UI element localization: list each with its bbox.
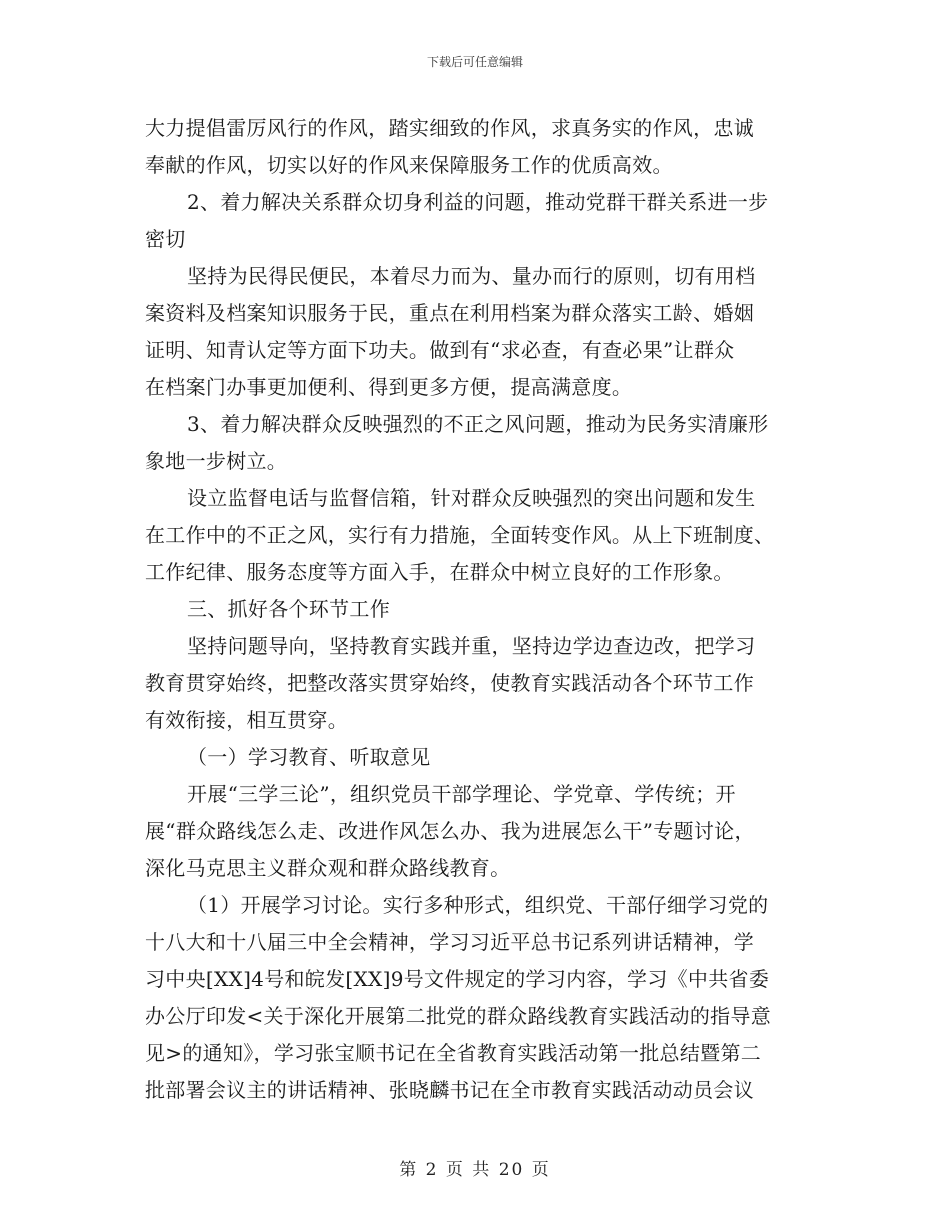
page-footer: 第 2 页 共 20 页 <box>399 1160 551 1180</box>
text-line: 在档案门办事更加便利、得到更多方便，提高满意度。 <box>145 375 633 399</box>
text-line: 批部署会议主的讲话精神、张晓麟书记在全市教育实践活动动员会议 <box>145 1078 754 1102</box>
page-header: 下载后可任意编辑 <box>426 55 523 69</box>
text-line: 办公厅印发<关于深化开展第二批党的群众路线教育实践活动的指导意 <box>145 1004 772 1028</box>
text-line: 象地一步树立。 <box>145 449 288 473</box>
text-line: 展“群众路线怎么走、改进作风怎么办、我为进展怎么干”专题讨论， <box>145 819 755 843</box>
text-line: 习中央[XX]4号和皖发[XX]9号文件规定的学习内容，学习《中共省委 <box>145 967 770 991</box>
text-line: 奉献的作风，切实以好的作风来保障服务工作的优质高效。 <box>145 153 673 177</box>
document-body <box>145 110 815 1109</box>
text-line: 坚持问题导向，坚持教育实践并重，坚持边学边查边改，把学习 <box>187 634 756 658</box>
text-line: 见>的通知》，学习张宝顺书记在全省教育实践活动第一批总结暨第二 <box>145 1041 762 1065</box>
text-line: 教育贯穿始终，把整改落实贯穿始终，使教育实践活动各个环节工作 <box>145 671 754 695</box>
text-line: 密切 <box>145 227 186 251</box>
text-line: 工作纪律、服务态度等方面入手，在群众中树立良好的工作形象。 <box>145 560 734 584</box>
text-line: 大力提倡雷厉风行的作风，踏实细致的作风，求真务实的作风，忠诚 <box>145 116 754 140</box>
text-line: 在工作中的不正之风，实行有力措施，全面转变作风。从上下班制度、 <box>145 523 775 547</box>
text-line: 深化马克思主义群众观和群众路线教育。 <box>145 856 511 880</box>
text-line: （1）开展学习讨论。实行多种形式，组织党、干部仔细学习党的 <box>187 893 769 917</box>
text-line: 有效衔接，相互贯穿。 <box>145 708 348 732</box>
text-line: 2、着力解决关系群众切身利益的问题，推动党群干群关系进一步 <box>187 190 769 214</box>
text-line: （一）学习教育、听取意见 <box>187 745 431 769</box>
text-line: 案资料及档案知识服务于民，重点在利用档案为群众落实工龄、婚姻 <box>145 301 754 325</box>
text-line: 开展“三学三论”，组织党员干部学理论、学党章、学传统；开 <box>187 782 736 806</box>
text-line: 三、抓好各个环节工作 <box>187 597 390 621</box>
text-line: 3、着力解决群众反映强烈的不正之风问题，推动为民务实清廉形 <box>187 412 769 436</box>
text-line: 证明、知青认定等方面下功夫。做到有“求必查，有查必果”让群众 <box>145 338 735 362</box>
text-line: 坚持为民得民便民，本着尽力而为、量办而行的原则，切有用档 <box>187 264 756 288</box>
text-line: 十八大和十八届三中全会精神，学习习近平总书记系列讲话精神，学 <box>145 930 754 954</box>
text-line: 设立监督电话与监督信箱，针对群众反映强烈的突出问题和发生 <box>187 486 756 510</box>
